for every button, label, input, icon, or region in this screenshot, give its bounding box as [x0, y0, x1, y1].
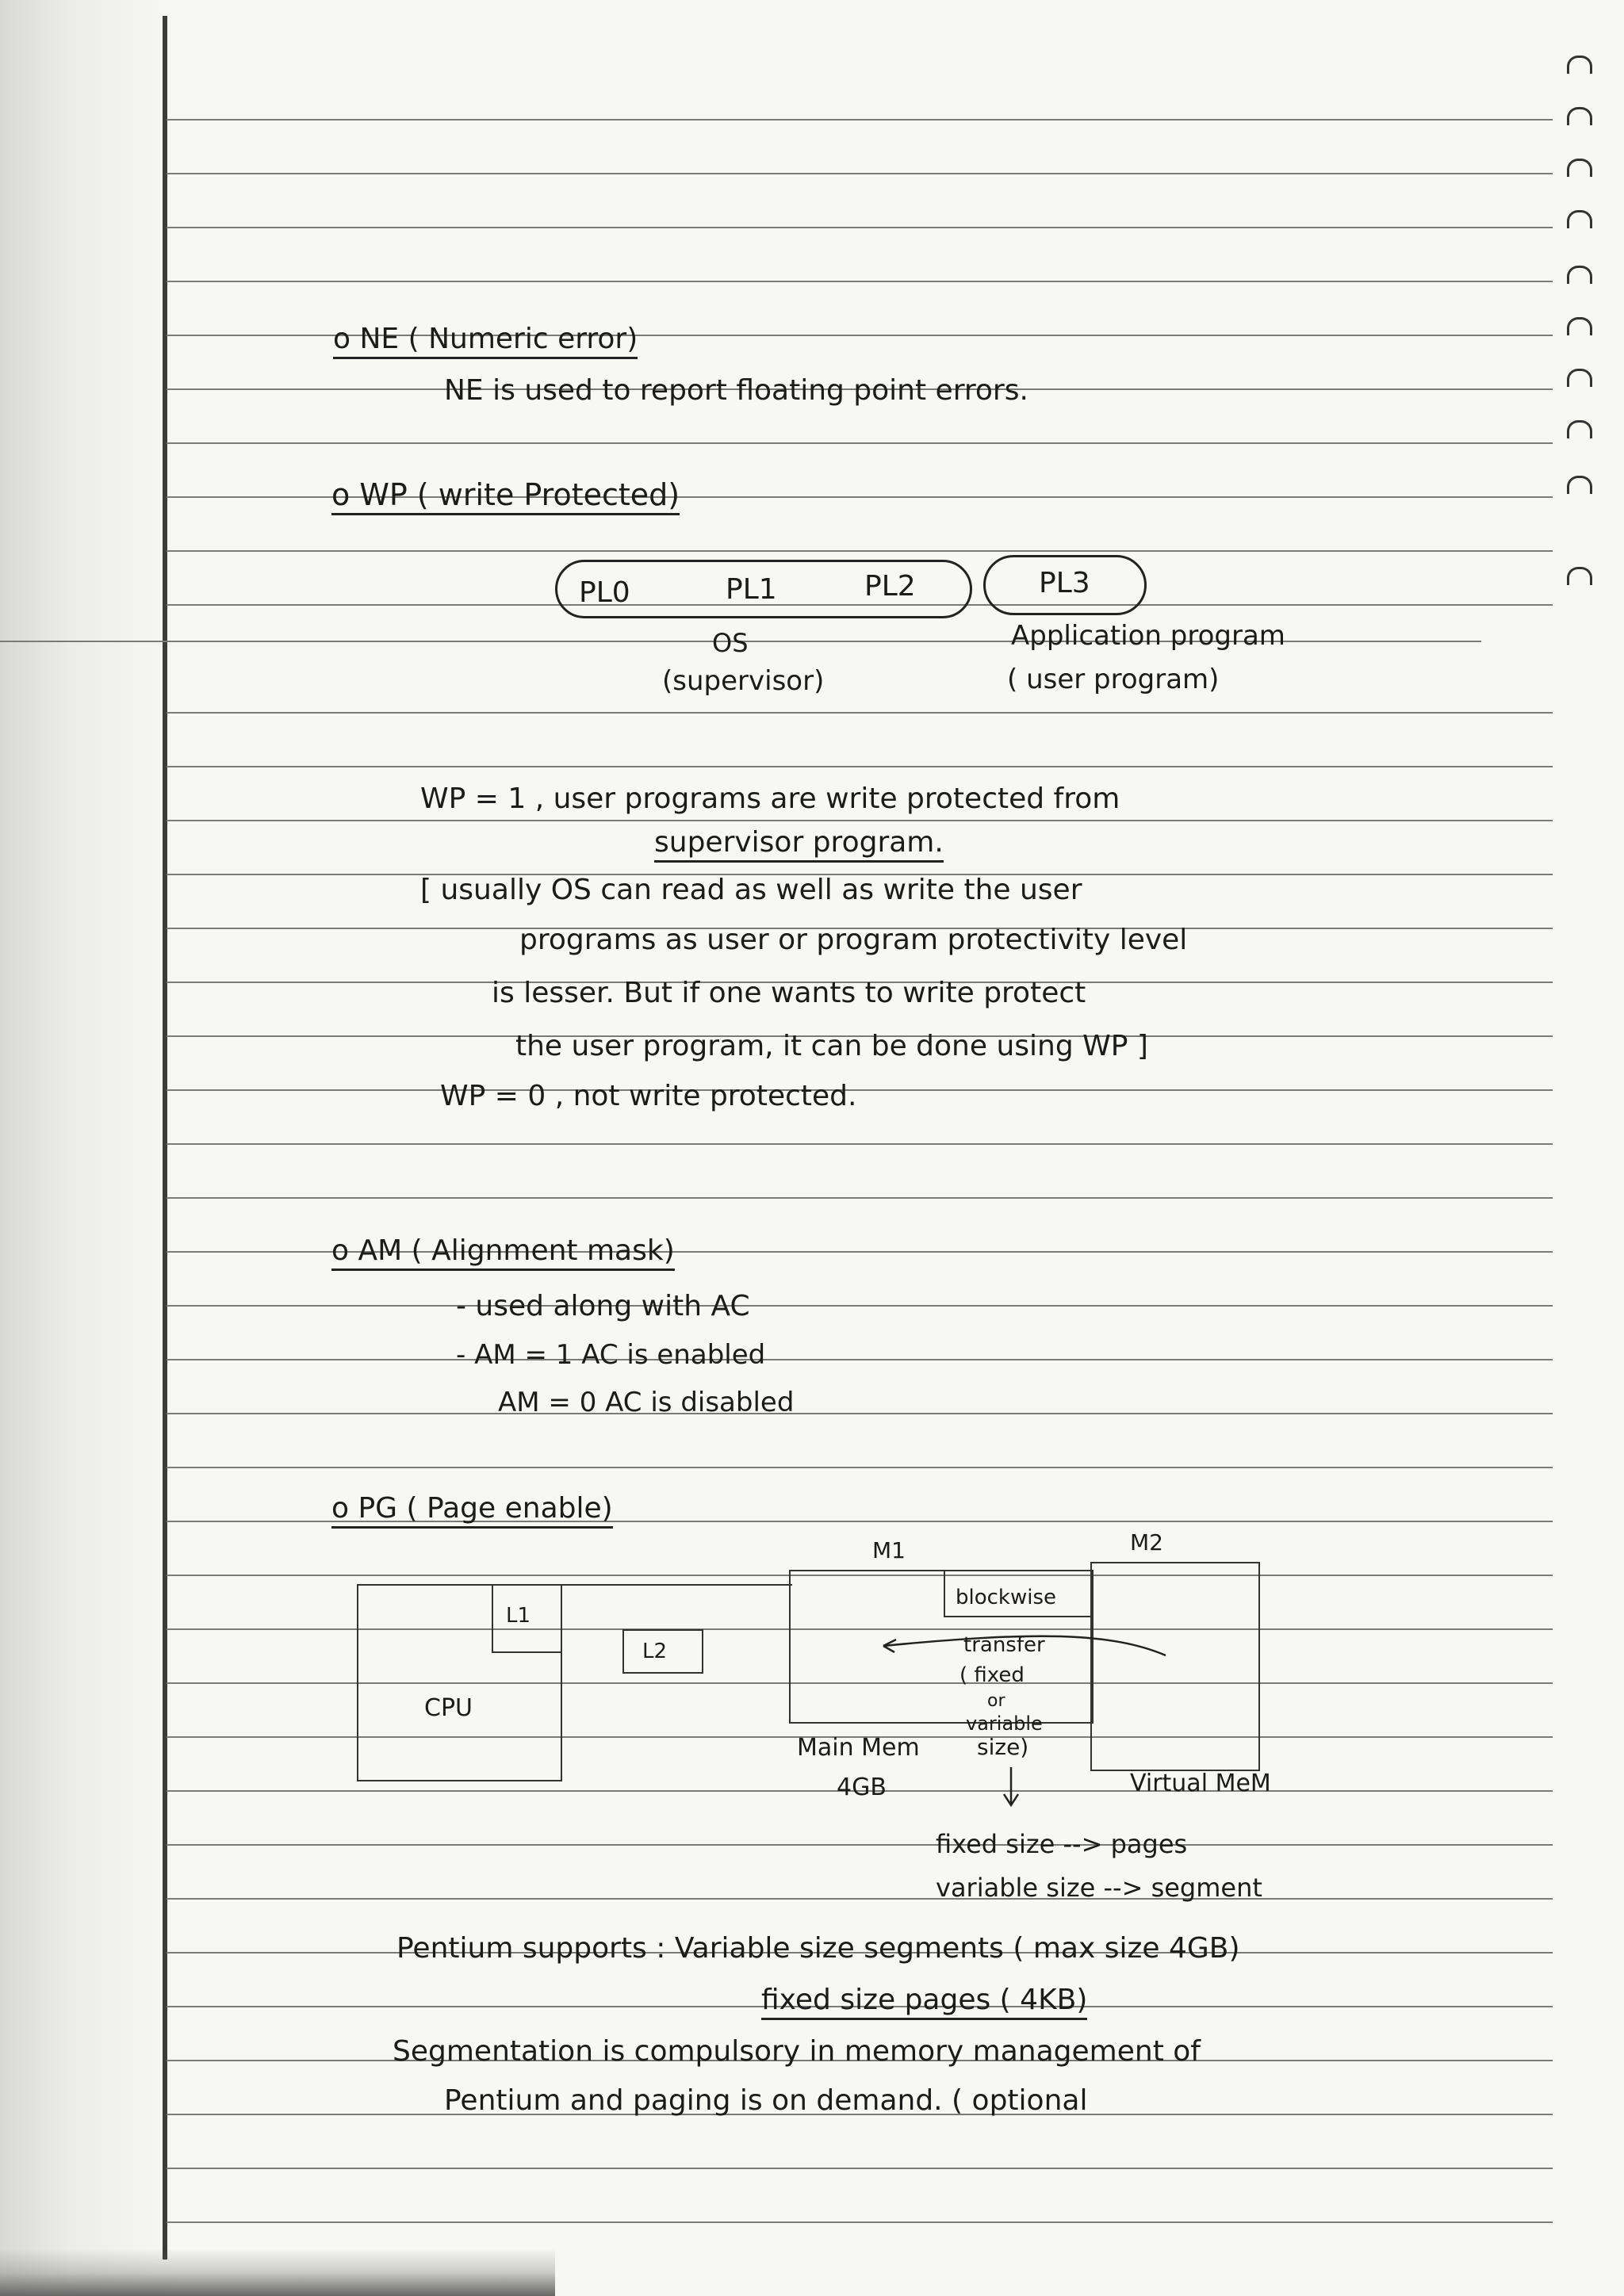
ruled-line: [167, 1197, 1553, 1199]
wp-line-4: programs as user or program protectivity level: [519, 924, 1188, 956]
level-pl2: PL2: [864, 570, 916, 603]
binder-hole: [1567, 266, 1592, 284]
ruled-line: [167, 281, 1553, 282]
wp-line-7: WP = 0 , not write protected.: [440, 1080, 857, 1112]
segmentation-line-2: Pentium and paging is on demand. ( optional: [444, 2084, 1088, 2117]
wp-heading: o WP ( write Protected): [331, 480, 680, 515]
down-arrow: [999, 1764, 1023, 1812]
binder-hole: [1567, 369, 1592, 387]
am-line-3: AM = 0 AC is disabled: [498, 1387, 795, 1418]
transfer-arrow: [872, 1617, 1174, 1665]
ruled-line: [167, 712, 1553, 714]
ruled-line: [167, 1143, 1553, 1145]
ruled-line: [167, 119, 1553, 121]
ne-description: NE is used to report floating point errors.: [444, 374, 1028, 407]
ruled-line: [167, 173, 1553, 174]
l2-area-top: [559, 1584, 792, 1586]
wp-line-2: supervisor program.: [654, 828, 944, 863]
level-pl1: PL1: [726, 573, 777, 606]
ruled-line: [167, 1898, 1553, 1900]
virtual-memory-box: [1090, 1562, 1260, 1771]
ruled-line: [167, 1305, 1553, 1307]
ruled-line: [167, 550, 1553, 552]
pentium-pages-line: fixed size pages ( 4KB): [761, 1986, 1087, 2020]
binder-hole: [1567, 567, 1592, 585]
margin-line: [163, 16, 167, 2260]
binder-hole: [1567, 107, 1592, 125]
ruled-line: [167, 1089, 1553, 1091]
wp-line-3: [ usually OS can read as well as write the user: [420, 874, 1082, 906]
m1-label: M1: [872, 1537, 906, 1563]
ruled-line: [167, 1413, 1553, 1414]
or-label: or: [987, 1691, 1005, 1711]
binder-hole: [1567, 420, 1592, 438]
size-label: size): [977, 1734, 1029, 1760]
binder-hole: [1567, 476, 1592, 494]
ruled-line: [167, 766, 1553, 767]
segmentation-line-1: Segmentation is compulsory in memory management of: [393, 2035, 1201, 2068]
wp-line-5: is lesser. But if one wants to write protect: [492, 977, 1086, 1009]
wp-line-6: the user program, it can be done using WP ]: [515, 1030, 1148, 1062]
pentium-supports-line: Pentium supports : Variable size segments ( max size 4GB): [396, 1932, 1240, 1965]
4gb-label: 4GB: [837, 1774, 887, 1801]
ne-heading: o NE ( Numeric error): [333, 325, 638, 359]
ruled-line: [167, 2168, 1553, 2169]
virtual-mem-label: Virtual MeM: [1130, 1770, 1271, 1797]
blockwise-label: blockwise: [956, 1586, 1057, 1609]
scan-shadow: [0, 0, 174, 2296]
l1-label: L1: [506, 1604, 531, 1628]
ruled-line: [167, 2221, 1553, 2223]
transfer-label: transfer: [963, 1633, 1045, 1657]
am-heading: o AM ( Alignment mask): [331, 1237, 675, 1271]
binder-hole: [1567, 55, 1592, 74]
level-pl3: PL3: [1039, 567, 1090, 599]
binder-hole: [1567, 210, 1592, 228]
ruled-line: [167, 227, 1553, 228]
main-mem-label: Main Mem: [797, 1734, 920, 1762]
user-program-label: ( user program): [1007, 664, 1220, 695]
application-label: Application program: [1011, 620, 1285, 652]
ruled-line: [167, 1467, 1553, 1468]
binder-hole: [1567, 317, 1592, 335]
cpu-label: CPU: [424, 1694, 473, 1722]
level-pl0: PL0: [579, 576, 630, 609]
m2-label: M2: [1130, 1529, 1163, 1556]
am-line-1: - used along with AC: [456, 1290, 750, 1322]
scan-edge-shadow: [0, 2248, 555, 2296]
wp-line-1: WP = 1 , user programs are write protected from: [420, 783, 1120, 815]
ruled-line: [167, 820, 1553, 821]
ruled-line: [167, 1359, 1553, 1360]
os-label: OS: [712, 628, 749, 658]
l2-label: L2: [642, 1640, 668, 1663]
am-line-2: - AM = 1 AC is enabled: [456, 1339, 766, 1371]
pg-heading: o PG ( Page enable): [331, 1494, 613, 1529]
fixed-size-pages: fixed size --> pages: [936, 1829, 1188, 1859]
variable-label: variable: [966, 1712, 1043, 1735]
ruled-line: [167, 442, 1553, 444]
ruled-line: [167, 1844, 1553, 1846]
binder-hole: [1567, 159, 1592, 177]
supervisor-label: (supervisor): [662, 665, 825, 697]
variable-size-segment: variable size --> segment: [936, 1873, 1262, 1903]
fixed-label: ( fixed: [959, 1663, 1025, 1687]
